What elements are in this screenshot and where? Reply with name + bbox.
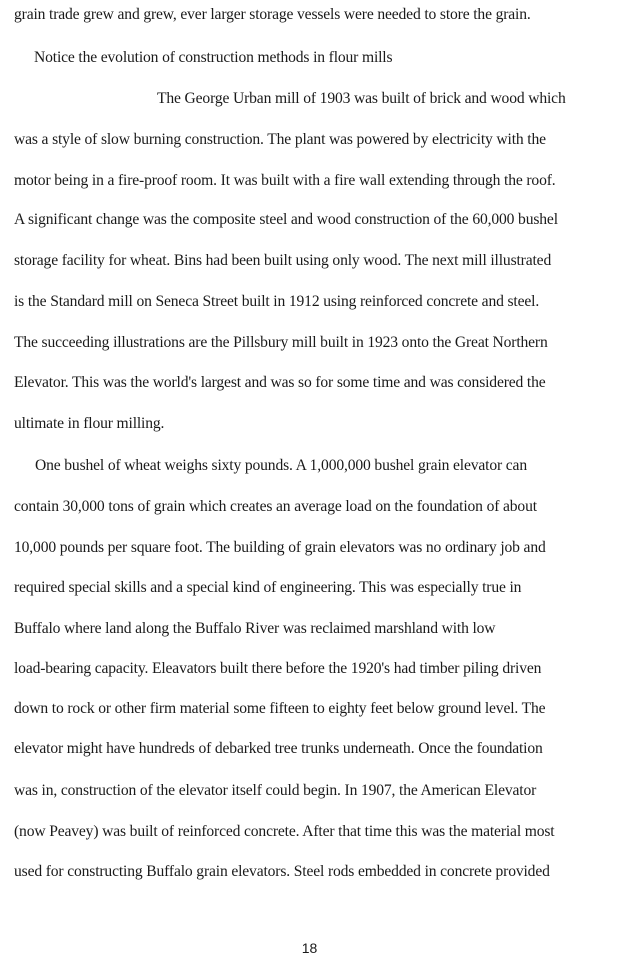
text-line: ultimate in flour milling. <box>14 415 165 432</box>
text-line: A significant change was the composite steel and wood construction of the 60,000 bushel <box>14 211 558 228</box>
text-line: grain trade grew and grew, ever larger storage vessels were needed to store the grain. <box>14 6 531 23</box>
text-line: storage facility for wheat. Bins had been built using only wood. The next mill illustrated <box>14 252 552 269</box>
text-line: One bushel of wheat weighs sixty pounds. A 1,000,000 bushel grain elevator can <box>35 457 527 474</box>
text-line: Elevator. This was the world's largest and was so for some time and was considered the <box>14 374 546 391</box>
text-line: load-bearing capacity. Eleavators built there before the 1920's had timber piling driven <box>14 660 542 677</box>
text-line: was a style of slow burning construction. The plant was powered by electricity with the <box>14 131 546 148</box>
text-line: is the Standard mill on Seneca Street built in 1912 using reinforced concrete and steel. <box>14 293 540 310</box>
text-line: Notice the evolution of construction methods in flour mills <box>34 49 393 66</box>
blank-area <box>0 88 150 116</box>
text-line: Buffalo where land along the Buffalo River was reclaimed marshland with low <box>14 620 496 637</box>
text-line: used for constructing Buffalo grain elevators. Steel rods embedded in concrete provided <box>14 863 550 880</box>
text-line: contain 30,000 tons of grain which creates an average load on the foundation of about <box>14 498 537 515</box>
text-line: 10,000 pounds per square foot. The building of grain elevators was no ordinary job and <box>14 539 546 556</box>
text-line: required special skills and a special kind of engineering. This was especially true in <box>14 579 522 596</box>
page-number: 18 <box>301 940 318 956</box>
text-line: down to rock or other firm material some fifteen to eighty feet below ground level. The <box>14 700 546 717</box>
text-line: was in, construction of the elevator itself could begin. In 1907, the American Elevator <box>14 782 537 799</box>
text-line: (now Peavey) was built of reinforced concrete. After that time this was the material most <box>14 823 555 840</box>
text-line: elevator might have hundreds of debarked tree trunks underneath. Once the foundation <box>14 740 543 757</box>
text-line: The George Urban mill of 1903 was built of brick and wood which <box>157 90 566 107</box>
text-line: The succeeding illustrations are the Pillsbury mill built in 1923 onto the Great Northern <box>14 334 548 351</box>
text-line: motor being in a fire-proof room. It was built with a fire wall extending through the roof. <box>14 172 556 189</box>
